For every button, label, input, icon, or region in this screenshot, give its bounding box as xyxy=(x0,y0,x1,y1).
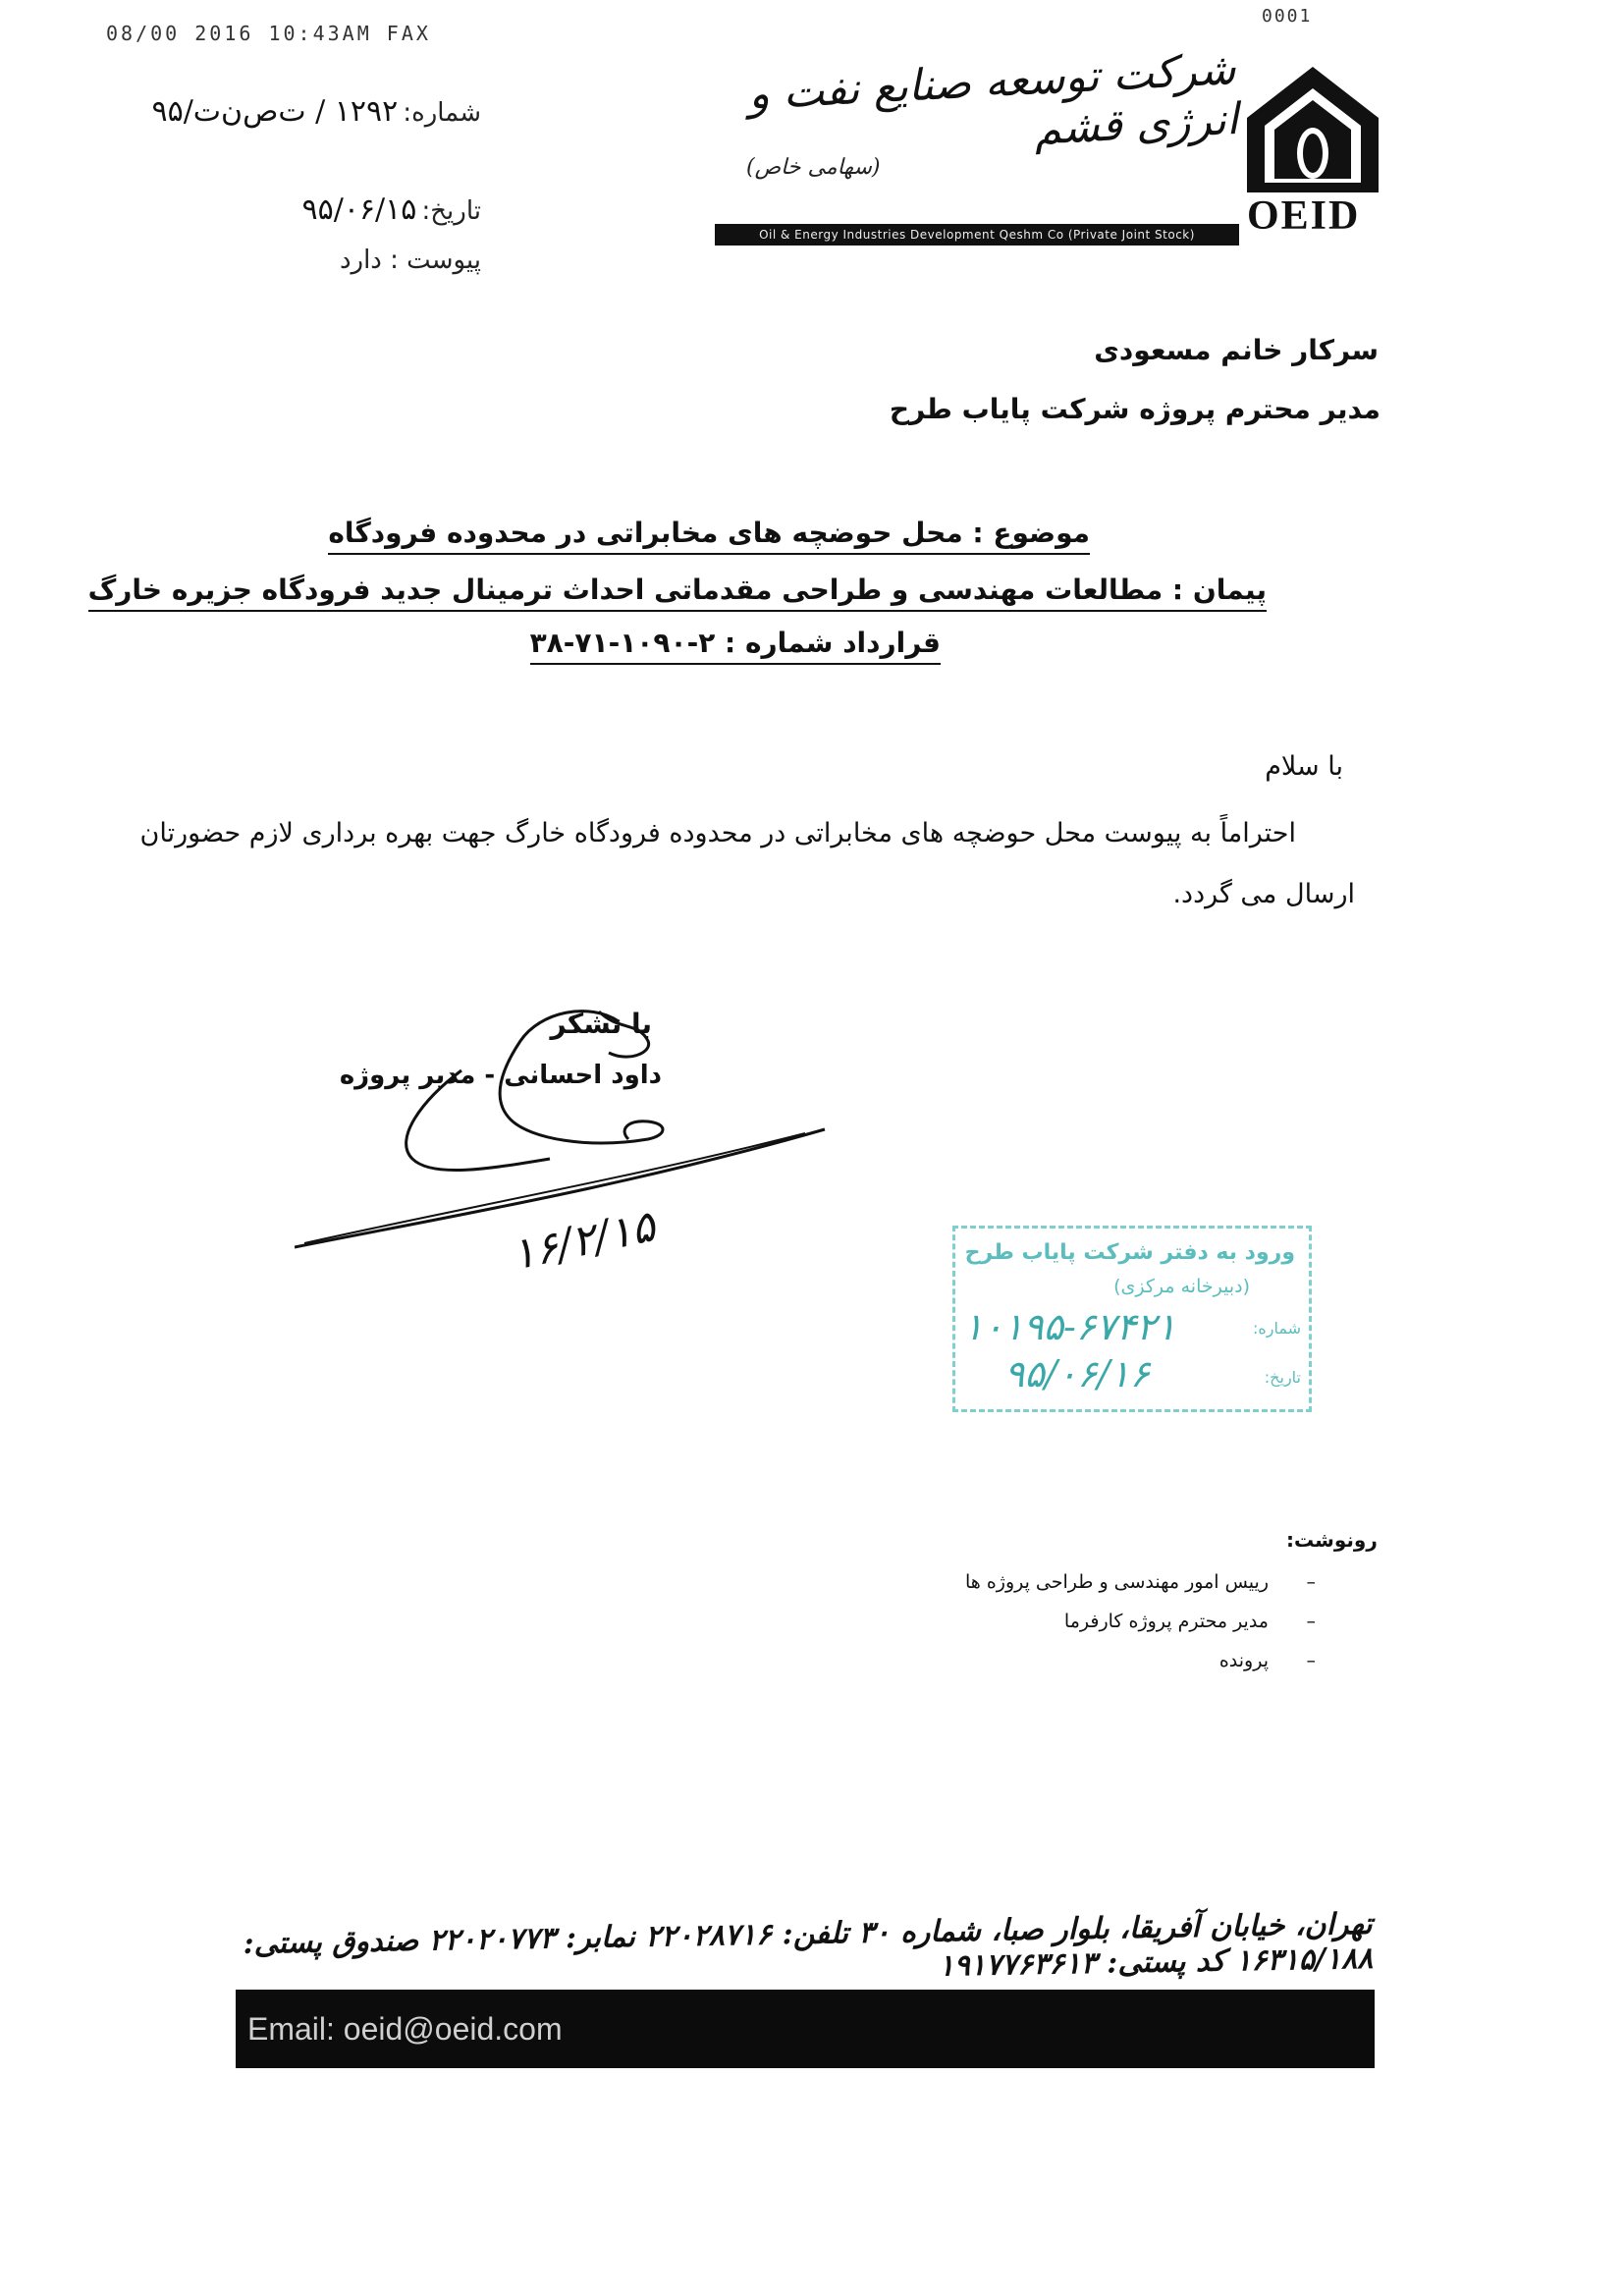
closing: با تشکر xyxy=(550,1008,652,1040)
signer: داود احسانی - مدیر پروژه xyxy=(339,1061,662,1090)
recipient-title: مدیر محترم پروژه شرکت پایاب طرح xyxy=(889,393,1380,425)
footer-address: تهران، خیابان آفریقا، بلوار صبا، شماره ۳۰ تلفن: ۲۲۰۲۸۷۱۶ نمابر: ۲۲۰۲۰۷۷۳ صندوق پستی: ۱۶۳۱۵/۱۸۸ کد پستی: ۱۹۱۷۷۶۳۶۱۳ xyxy=(243,1906,1374,1984)
cc-dash: – xyxy=(1306,1650,1316,1671)
company-name-en: Oil & Energy Industries Development Qeshm Co (Private Joint Stock) xyxy=(715,224,1239,246)
stamp-number-value: ۱۰۱۹۵-۶۷۴۲۱ xyxy=(963,1305,1176,1348)
greeting: با سلام xyxy=(1265,751,1343,782)
cc-item-text: رییس امور مهندسی و طراحی پروژه ها xyxy=(964,1571,1269,1593)
cc-title: رونوشت: xyxy=(1286,1528,1378,1552)
contract-description: پیمان : مطالعات مهندسی و طراحی مقدماتی احداث ترمینال جدید فرودگاه جزیره خارگ xyxy=(88,574,1267,612)
cc-item xyxy=(884,1571,1316,1611)
cc-item-text: پرونده xyxy=(1218,1650,1269,1671)
subject-line: موضوع : محل حوضچه های مخابراتی در محدوده فرودگاه xyxy=(328,517,1090,555)
handwritten-note: ۱۶/۲/۱۵ xyxy=(507,1201,660,1281)
body-line-1: احتراماً به پیوست محل حوضچه های مخابراتی در محدوده فرودگاه خارگ جهت بهره برداری لازم حضورتان xyxy=(139,818,1296,848)
stamp-date-label: تاریخ: xyxy=(1264,1368,1301,1387)
stamp-number-label: شماره: xyxy=(1252,1319,1301,1338)
date-value: ۹۵/۰۶/۱۵ xyxy=(301,192,417,227)
number-value: ۱۲۹۲ / ت‌ص‌ن‌ت/۹۵ xyxy=(151,94,399,129)
fax-header: 08/00 2016 10:43AM FAX xyxy=(106,22,431,45)
attachment-note: پیوست : دارد xyxy=(339,246,481,275)
company-type-fa: (سهامی خاص) xyxy=(746,155,881,180)
page-number: 0001 xyxy=(1262,6,1313,27)
cc-item xyxy=(884,1650,1316,1689)
receipt-stamp xyxy=(952,1226,1312,1412)
stamp-subtitle: (دبیرخانه مرکزی) xyxy=(1113,1276,1250,1297)
stamp-date-value: ۹۵/۰۶/۱۶ xyxy=(1004,1352,1151,1395)
stamp-title: ورود به دفتر شرکت پایاب طرح xyxy=(964,1240,1295,1265)
body-line-2: ارسال می گردد. xyxy=(1172,879,1355,909)
company-name-fa: شرکت توسعه صنایع نفت و انرژی قشم xyxy=(747,43,1240,155)
letter-date xyxy=(226,192,481,227)
logo-text: OEID xyxy=(1247,193,1361,239)
letter-number xyxy=(147,94,481,129)
cc-item-text: مدیر محترم پروژه کارفرما xyxy=(1063,1611,1269,1632)
number-label: شماره: xyxy=(403,98,481,128)
cc-dash: – xyxy=(1306,1571,1316,1593)
recipient-name: سرکار خانم مسعودی xyxy=(1094,334,1379,366)
contract-number: قرارداد شماره : ۲-۱۰۹۰-۷۱-۳۸ xyxy=(530,627,941,665)
cc-list xyxy=(884,1571,1316,1689)
footer-email: Email: oeid@oeid.com xyxy=(247,2011,563,2047)
cc-item xyxy=(884,1611,1316,1650)
date-label: تاریخ: xyxy=(421,196,481,226)
cc-dash: – xyxy=(1306,1611,1316,1632)
